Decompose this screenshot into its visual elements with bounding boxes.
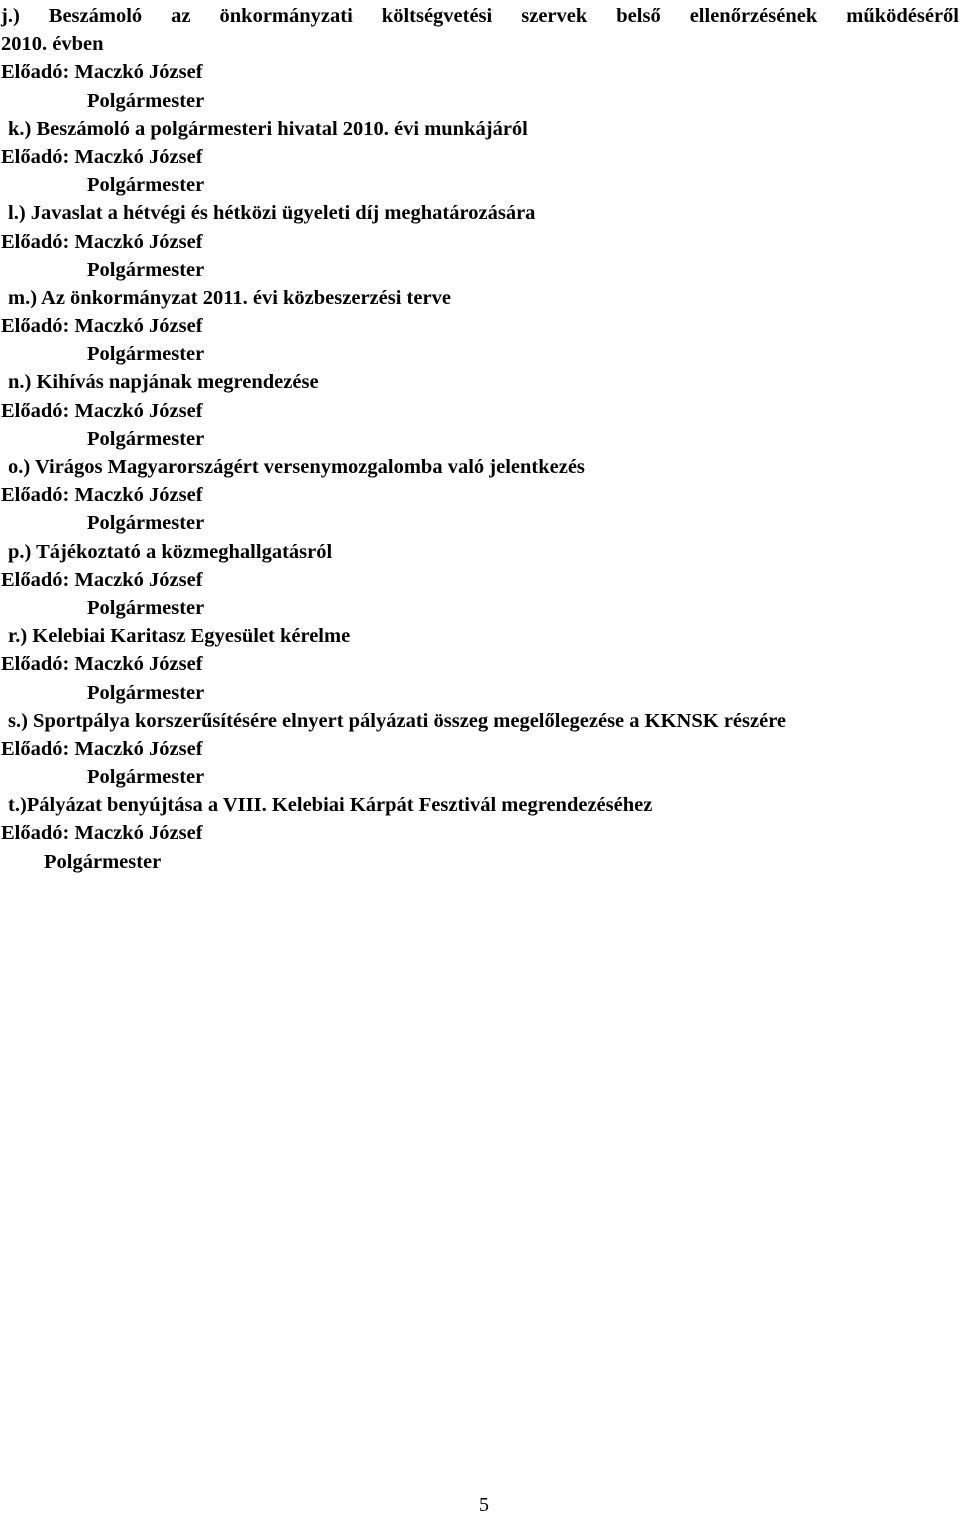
agenda-item-title bbox=[0, 284, 960, 312]
presenter-label: Előadó: Maczkó József bbox=[1, 484, 203, 507]
presenter-role: Polgármester bbox=[87, 343, 205, 366]
agenda-item-title bbox=[0, 115, 960, 143]
presenter-label: Előadó: Maczkó József bbox=[1, 822, 203, 845]
agenda-item-title bbox=[0, 538, 960, 566]
agenda-item-role bbox=[0, 425, 960, 453]
agenda-item-presenter bbox=[0, 58, 960, 86]
agenda-item-title bbox=[0, 707, 960, 735]
agenda-item-presenter bbox=[0, 312, 960, 340]
agenda-item-title bbox=[0, 453, 960, 481]
agenda-item-title bbox=[0, 622, 960, 650]
presenter-label: Előadó: Maczkó József bbox=[1, 653, 203, 676]
presenter-role: Polgármester bbox=[87, 174, 205, 197]
presenter-role: Polgármester bbox=[44, 850, 162, 873]
agenda-item-title-line: o.) Virágos Magyarországért versenymozgalomba való jelentkezés bbox=[8, 456, 585, 478]
agenda-item-role bbox=[0, 340, 960, 368]
presenter-label: Előadó: Maczkó József bbox=[1, 230, 203, 253]
agenda-item-title-line: n.) Kihívás napjának megrendezése bbox=[8, 371, 319, 394]
presenter-role: Polgármester bbox=[87, 258, 205, 281]
agenda-item-role bbox=[0, 171, 960, 199]
agenda-item-title bbox=[0, 368, 960, 396]
presenter-label: Előadó: Maczkó József bbox=[1, 315, 203, 338]
agenda-item-title bbox=[0, 199, 960, 227]
presenter-label: Előadó: Maczkó József bbox=[1, 737, 203, 760]
presenter-label: Előadó: Maczkó József bbox=[1, 399, 203, 422]
agenda-item-title bbox=[0, 2, 960, 30]
agenda-item-title-line: m.) Az önkormányzat 2011. évi közbeszerzési terve bbox=[8, 286, 451, 309]
page-number: 5 bbox=[479, 1494, 489, 1516]
presenter-role: Polgármester bbox=[87, 512, 205, 535]
agenda-list bbox=[0, 2, 960, 876]
agenda-item-title-line: j.) Beszámoló az önkormányzati költségvetési szervek belső ellenőrzésének működéséről bbox=[1, 5, 959, 27]
agenda-item-role bbox=[0, 848, 960, 876]
agenda-item-presenter bbox=[0, 566, 960, 594]
agenda-item-role bbox=[0, 256, 960, 284]
presenter-role: Polgármester bbox=[87, 596, 205, 619]
agenda-item-title-line: 2010. évben bbox=[1, 33, 104, 56]
agenda-item-presenter bbox=[0, 735, 960, 763]
agenda-item-role bbox=[0, 679, 960, 707]
agenda-item-title-line: p.) Tájékoztató a közmeghallgatásról bbox=[8, 540, 333, 563]
agenda-item-title-line: r.) Kelebiai Karitasz Egyesület kérelme bbox=[8, 625, 351, 648]
presenter-label: Előadó: Maczkó József bbox=[1, 568, 203, 591]
agenda-item-presenter bbox=[0, 650, 960, 678]
agenda-item-presenter bbox=[0, 228, 960, 256]
presenter-role: Polgármester bbox=[87, 766, 205, 789]
agenda-item-presenter bbox=[0, 143, 960, 171]
agenda-item-presenter bbox=[0, 481, 960, 509]
agenda-item-role bbox=[0, 594, 960, 622]
agenda-item-title-line: k.) Beszámoló a polgármesteri hivatal 2010. évi munkájáról bbox=[8, 117, 528, 140]
agenda-item-presenter bbox=[0, 397, 960, 425]
presenter-role: Polgármester bbox=[87, 681, 205, 704]
presenter-label: Előadó: Maczkó József bbox=[1, 61, 203, 84]
agenda-item-title bbox=[0, 791, 960, 819]
presenter-role: Polgármester bbox=[87, 427, 205, 450]
agenda-item-title bbox=[0, 30, 960, 58]
presenter-label: Előadó: Maczkó József bbox=[1, 145, 203, 168]
presenter-role: Polgármester bbox=[87, 89, 205, 112]
agenda-item-title-line: l.) Javaslat a hétvégi és hétközi ügyeleti díj meghatározására bbox=[8, 202, 536, 225]
agenda-item-role bbox=[0, 763, 960, 791]
agenda-item-presenter bbox=[0, 819, 960, 847]
agenda-item-title-line: s.) Sportpálya korszerűsítésére elnyert pályázati összeg megelőlegezése a KKNSK részére bbox=[8, 709, 787, 732]
agenda-item-title-line: t.)Pályázat benyújtása a VIII. Kelebiai Kárpát Fesztivál megrendezéséhez bbox=[8, 794, 653, 817]
agenda-item-role bbox=[0, 87, 960, 115]
agenda-item-role bbox=[0, 509, 960, 537]
